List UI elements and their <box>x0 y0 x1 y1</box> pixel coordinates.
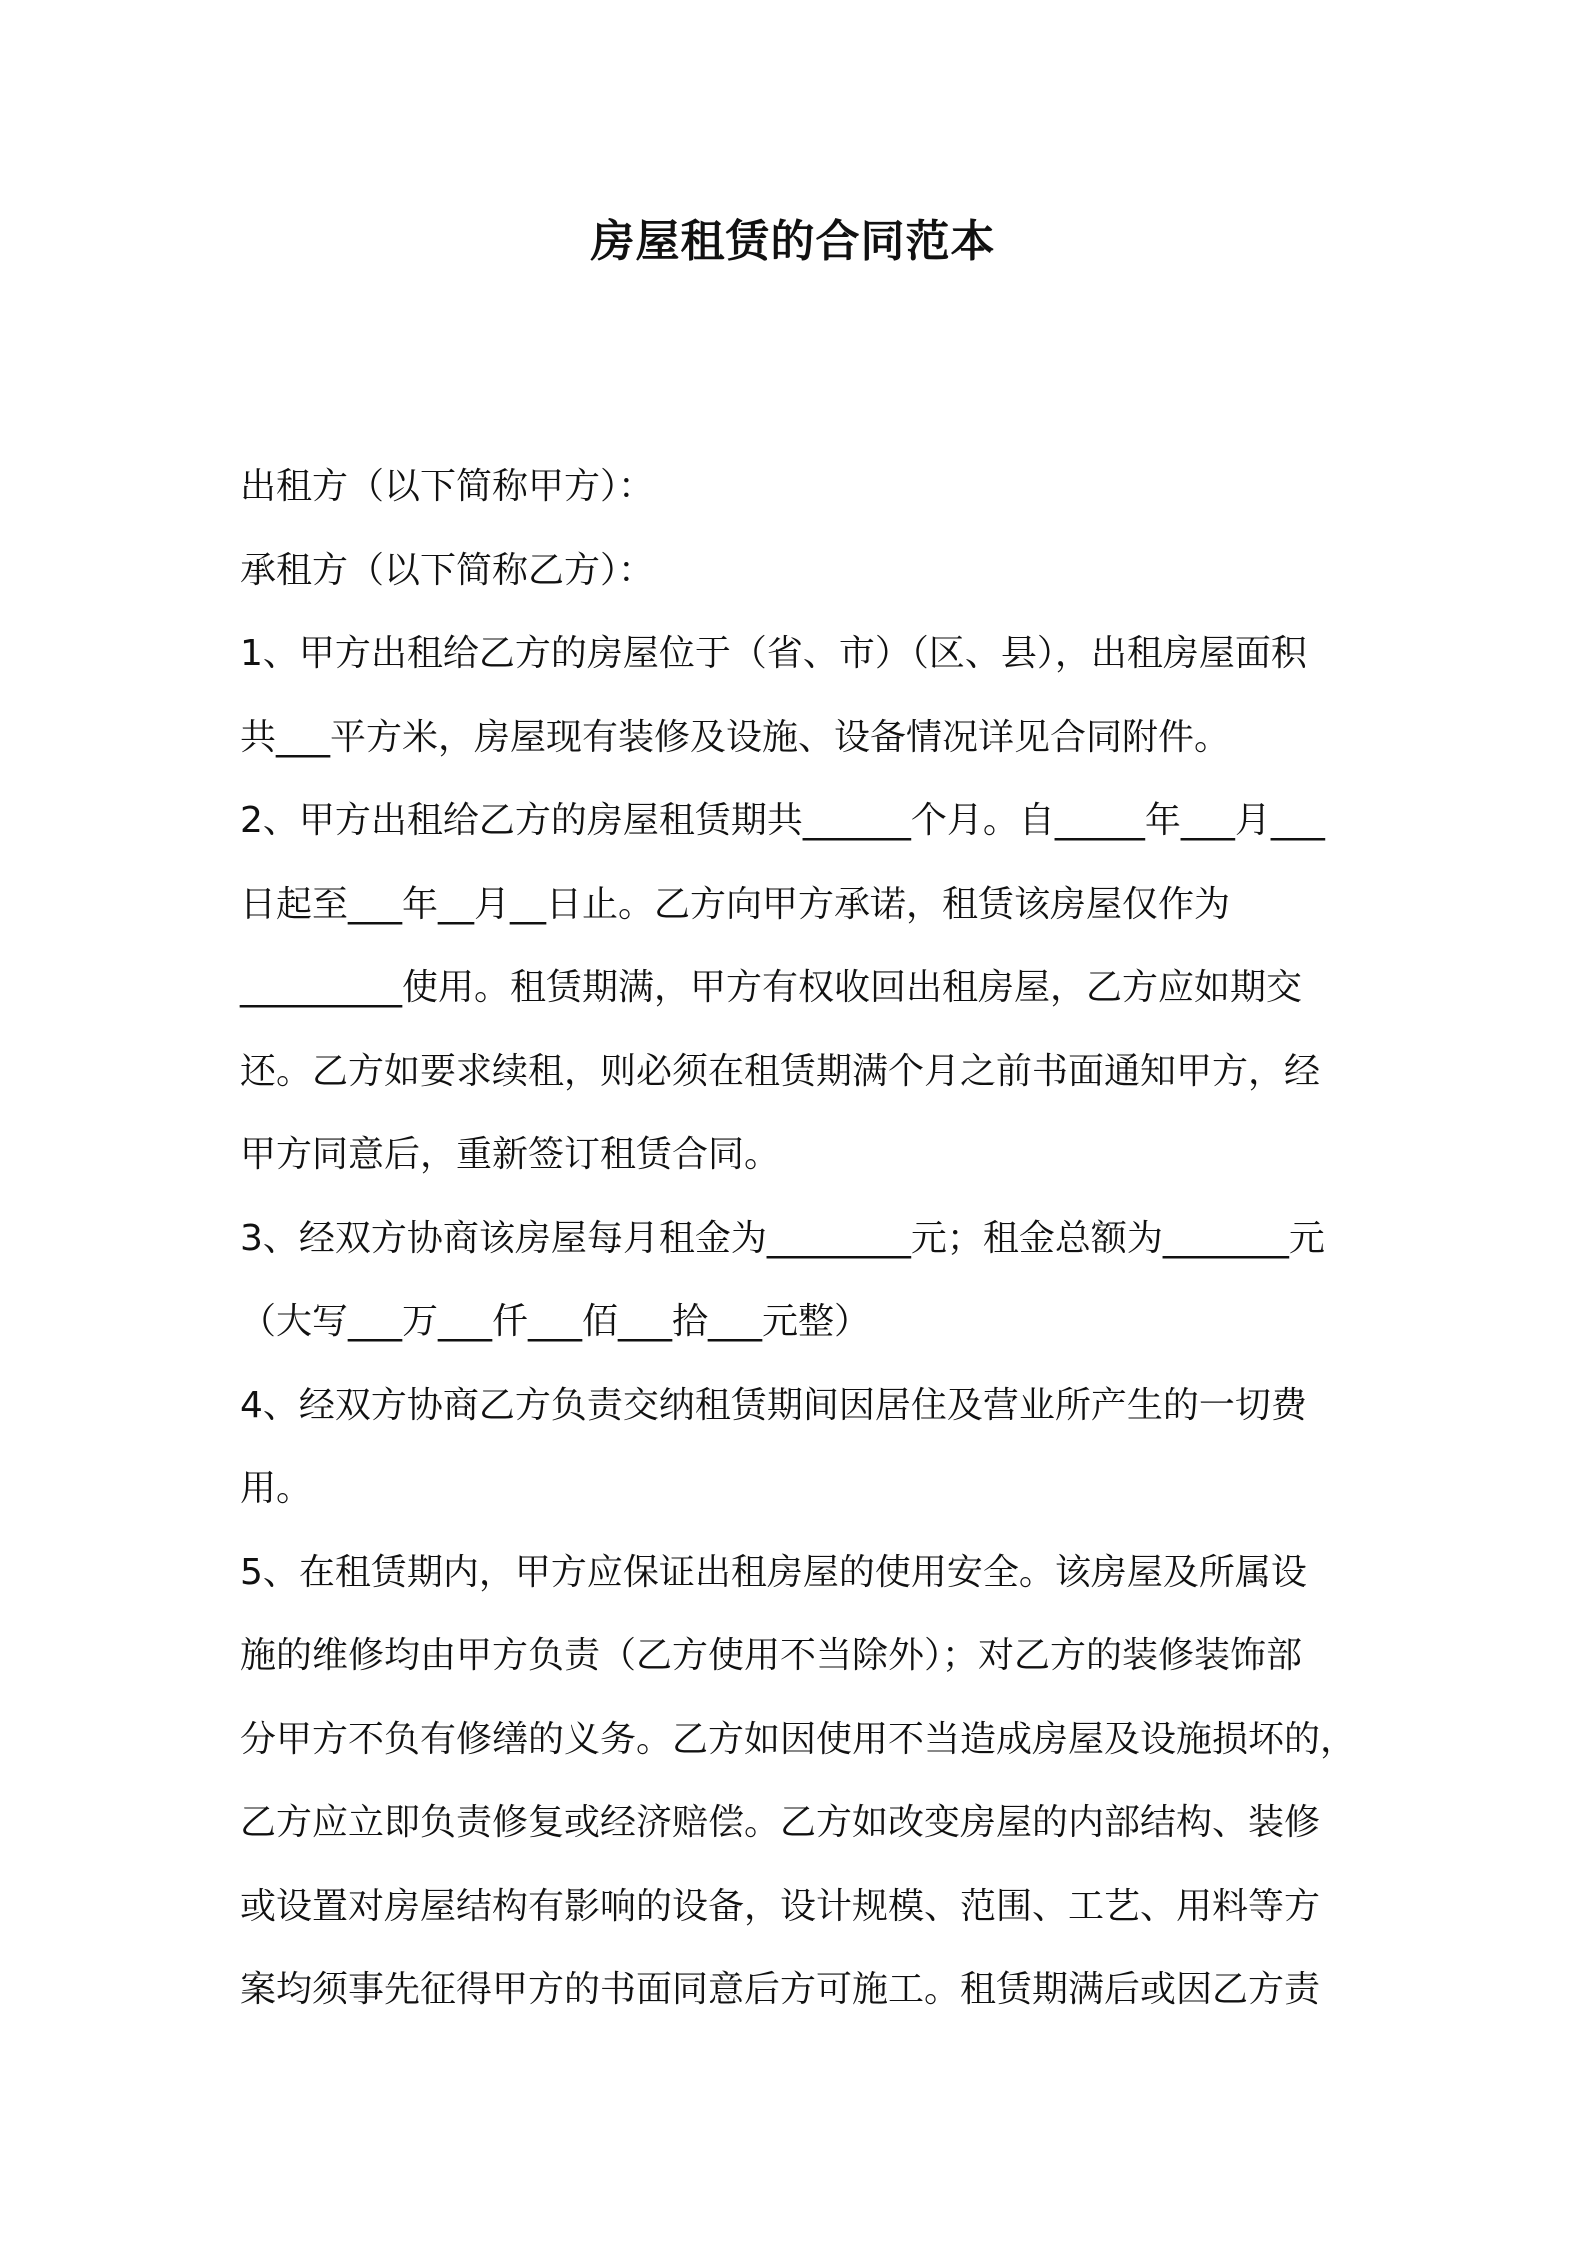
clause-2-line-1: 2、甲方出租给乙方的房屋租赁期共______个月。自_____年___月___ <box>240 800 1325 841</box>
document-title: 房屋租赁的合同范本 <box>590 216 996 267</box>
document-body <box>240 445 1360 2032</box>
clause-5-line-2: 施的维修均由甲方负责（乙方使用不当除外）；对乙方的装修装饰部 <box>240 1635 1303 1676</box>
clause-1-line-1: 1、甲方出租给乙方的房屋位于（省、市）（区、县），出租房屋面积 <box>240 633 1307 674</box>
clause-5-line-5: 或设置对房屋结构有影响的设备，设计规模、范围、工艺、用料等方 <box>240 1885 1321 1927</box>
clause-2-line-4: 还。乙方如要求续租，则必须在租赁期满个月之前书面通知甲方，经 <box>240 1050 1321 1092</box>
clause-5-line-6: 案均须事先征得甲方的书面同意后方可施工。租赁期满后或因乙方责 <box>240 1969 1321 2010</box>
clause-5-line-3: 分甲方不负有修缮的义务。乙方如因使用不当造成房屋及设施损坏的， <box>240 1718 1357 1760</box>
clause-1-line-2: 共___平方米，房屋现有装修及设施、设备情况详见合同附件。 <box>240 716 1231 758</box>
party-b-line: 承租方（以下简称乙方）： <box>240 549 655 591</box>
clause-5-line-1: 5、在租赁期内，甲方应保证出租房屋的使用安全。该房屋及所属设 <box>240 1551 1307 1593</box>
clause-2-line-3: _________使用。租赁期满，甲方有权收回出租房屋，乙方应如期交 <box>240 967 1303 1008</box>
clause-4-line-1: 4、经双方协商乙方负责交纳租赁期间因居住及营业所产生的一切费 <box>240 1384 1307 1426</box>
clause-3-line-2: （大写___万___仟___佰___拾___元整） <box>240 1301 871 1342</box>
party-a-line: 出租方（以下简称甲方）： <box>240 466 655 507</box>
clause-2-line-2: 日起至___年__月__日止。乙方向甲方承诺，租赁该房屋仅作为 <box>240 883 1231 925</box>
clause-4-line-2: 用。 <box>240 1468 313 1509</box>
clause-5-line-4: 乙方应立即负责修复或经济赔偿。乙方如改变房屋的内部结构、装修 <box>240 1802 1321 1843</box>
clause-3-line-1: 3、经双方协商该房屋每月租金为________元；租金总额为_______元 <box>240 1217 1325 1259</box>
clause-2-line-5: 甲方同意后，重新签订租赁合同。 <box>240 1134 781 1175</box>
